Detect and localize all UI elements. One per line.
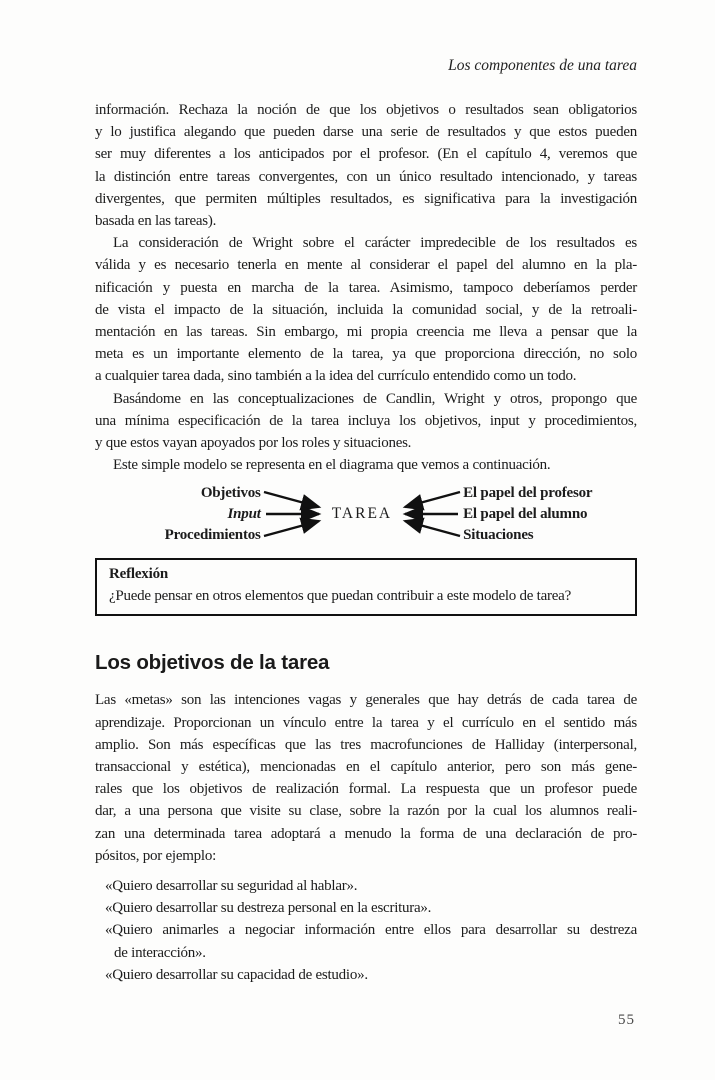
text-line: transaccional y estética), mencionadas en el capítulo anterior, pero son más gene- bbox=[95, 759, 637, 776]
page-number: 55 bbox=[618, 1012, 635, 1028]
text-line: dar, a una persona que visite su clase, sobre la razón por la cual los alumnos reali- bbox=[95, 803, 637, 820]
text-line: y lo justifica alegando que pueden darse una serie de resultados y que estos pueden bbox=[95, 124, 637, 141]
section-body bbox=[95, 689, 637, 867]
text-line: divergentes, que permiten múltiples resultados, es significativa para la investigación bbox=[95, 190, 637, 207]
converging-arrows-right-icon bbox=[395, 482, 463, 546]
converging-arrows-left-icon bbox=[261, 482, 329, 546]
text-line: «Quiero animarles a negociar información entre ellos para desarrollar su destreza bbox=[105, 922, 637, 939]
paragraph bbox=[95, 454, 637, 476]
text-line: ser muy diferentes a los anticipados por el profesor. (En el capítulo 4, veremos que bbox=[95, 146, 637, 163]
diagram-support-labels bbox=[463, 483, 592, 546]
quote-item bbox=[105, 875, 637, 897]
paragraph bbox=[95, 99, 637, 232]
running-head: Los componentes de una tarea bbox=[448, 57, 637, 74]
diagram-label-objetivos: Objetivos bbox=[200, 484, 261, 501]
reflection-question: ¿Puede pensar en otros elementos que puedan contribuir a este modelo de tarea? bbox=[109, 588, 571, 605]
quote-item bbox=[105, 964, 637, 986]
text-line: válida y es necesario tenerla en mente al considerar el papel del alumno en la pla- bbox=[95, 257, 637, 274]
text-line: La consideración de Wright sobre el carácter impredecible de los resultados es bbox=[113, 235, 637, 252]
reflection-box bbox=[95, 558, 637, 616]
diagram-label-procedimientos: Procedimientos bbox=[164, 526, 261, 543]
diagram-label-situaciones: Situaciones bbox=[463, 526, 534, 543]
text-line: mentación en las tareas. Sin embargo, mi propia creencia me lleva a pensar que la bbox=[95, 324, 637, 341]
task-model-diagram bbox=[120, 482, 637, 546]
text-line: rales que los objetivos de realización formal. La respuesta que un profesor puede bbox=[95, 781, 637, 798]
text-line: zan una determinada tarea adoptará a menudo la forma de una declaración de pro- bbox=[95, 825, 637, 842]
text-line: una mínima especificación de la tarea incluya los objetivos, input y procedimientos, bbox=[95, 412, 637, 429]
text-line: aprendizaje. Proporcionan un vínculo entre la tarea y el currículo en el sentido más bbox=[95, 714, 637, 731]
text-line: de interacción». bbox=[114, 944, 206, 961]
text-line: «Quiero desarrollar su capacidad de estudio». bbox=[105, 966, 368, 983]
diagram-label-papel-profesor: El papel del profesor bbox=[463, 484, 593, 501]
text-line: meta es un importante elemento de la tarea, ya que proporciona dirección, no solo bbox=[95, 346, 637, 363]
quote-item bbox=[105, 897, 637, 919]
quote-item bbox=[105, 919, 637, 963]
text-line: «Quiero desarrollar su seguridad al hablar». bbox=[105, 878, 358, 895]
text-line: Este simple modelo se representa en el diagrama que vemos a continuación. bbox=[113, 457, 551, 474]
paragraph bbox=[95, 232, 637, 387]
text-line: basada en las tareas). bbox=[95, 213, 217, 230]
text-line: y que estos vayan apoyados por los roles y situaciones. bbox=[95, 435, 412, 452]
text-line: Las «metas» son las intenciones vagas y generales que hay detrás de cada tarea de bbox=[95, 692, 637, 709]
text-line: a cualquier tarea dada, sino también a la idea del currículo entendido como un todo. bbox=[95, 368, 577, 385]
body-text bbox=[95, 99, 637, 476]
text-line: pósitos, por ejemplo: bbox=[95, 847, 216, 864]
paragraph bbox=[95, 388, 637, 455]
example-quotes bbox=[95, 875, 637, 986]
text-line: «Quiero desarrollar su destreza personal en la escritura». bbox=[105, 900, 432, 917]
text-line: la distinción entre tareas convergentes, con un único resultado intencionado, y tareas bbox=[95, 168, 637, 185]
diagram-label-input: Input bbox=[227, 505, 261, 522]
reflection-title: Reflexión bbox=[109, 566, 169, 583]
diagram-label-papel-alumno: El papel del alumno bbox=[463, 505, 588, 522]
text-line: nificación y puesta en marcha de la tarea. Asimismo, tampoco deberíamos perder bbox=[95, 279, 637, 296]
section-heading: Los objetivos de la tarea bbox=[95, 651, 330, 675]
text-line: amplio. Son más específicas que las tres macrofunciones de Halliday (interpersonal, bbox=[95, 736, 637, 753]
text-line: información. Rechaza la noción de que los objetivos o resultados sean obligatorios bbox=[95, 102, 637, 118]
text-line: Basándome en las conceptualizaciones de Candlin, Wright y otros, propongo que bbox=[113, 390, 637, 407]
diagram-input-labels bbox=[165, 483, 261, 546]
diagram-center-tarea: TAREA bbox=[331, 505, 393, 523]
text-line: de vista el impacto de la situación, incluida la comunidad social, y de la retroali- bbox=[95, 301, 637, 318]
paragraph bbox=[95, 689, 637, 867]
